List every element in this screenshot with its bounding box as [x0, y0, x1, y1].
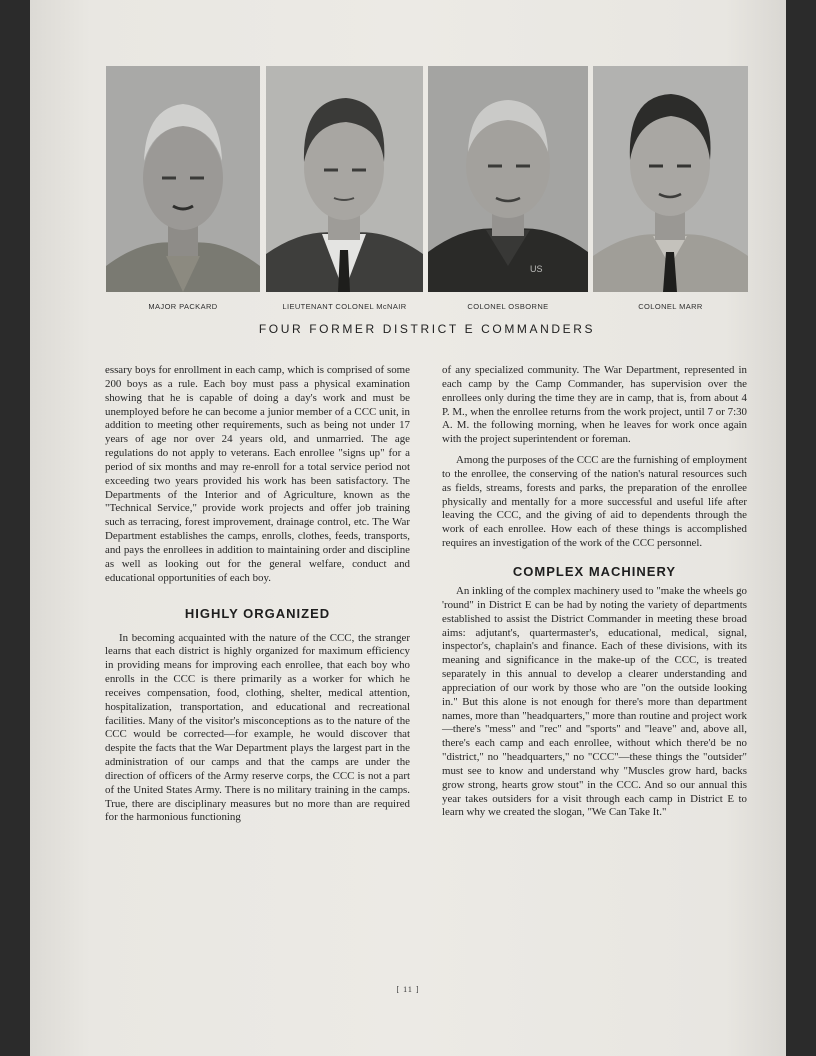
- section-heading: HIGHLY ORGANIZED: [184, 605, 331, 621]
- portrait-photo: [593, 66, 748, 292]
- right-column: [442, 364, 747, 820]
- body-paragraph: of any specialized community. The War Department, represented in each camp by the Camp Commander, has supervision over the enrollees only during the time they are in camp, that is, from about 4 P. M., when the enrollee returns from the work project, until 7 or 7:30 A. M. the following morning, when he leaves for work once again with the project superintendent or foreman.: [442, 364, 747, 446]
- portrait-photo: [266, 66, 423, 292]
- portrait-photo: [428, 66, 588, 292]
- body-paragraph: essary boys for enrollment in each camp, which is comprised of some 200 boys as a rule. Each boy must pass a physical examination showing that he is capable of doing a day's work and must be unemployed before he can become a junior member of a CCC unit, in addition to meeting other requirements, such as being not under 17 years of age nor over 24 years old, and unmarried. The age regulations do not apply to veterans. Each enrollee "signs up" for a period of six months and may re-enroll for a total service period not exceeding two years provided his work has been satisfactory. The Departments of the Interior and of Agriculture, known as the "Technical Service," provide work projects and offer job training such as terracing, forest improvement, drainage control, etc. The War Department establishes the camps, enrolls, clothes, feeds, transports, and pays the enrollees in addition to maintaining order and discipline as well as looking out for the general welfare, conduct and educational opportunities of each boy.: [105, 364, 410, 584]
- portrait-caption: MAJOR PACKARD: [148, 302, 218, 311]
- portrait-row: [106, 66, 748, 292]
- portrait-caption: COLONEL OSBORNE: [467, 302, 549, 311]
- body-paragraph: Among the purposes of the CCC are the furnishing of employment to the enrollee, the conserving of the nation's natural resources such as fields, streams, forests and parks, the preparation of the enrollee physically and mentally for a more successful and useful life after leaving the CCC, and the giving of aid to dependents through the work of each enrollee. How each of these things is accomplished requires an investigation of the work of the CCC personnel.: [442, 454, 747, 550]
- portrait-photo: [428, 66, 588, 292]
- section-heading: COMPLEX MACHINERY: [512, 563, 677, 579]
- annual-page: [30, 0, 786, 1056]
- portrait-photo: [106, 66, 260, 292]
- portrait-caption: LIEUTENANT COLONEL McNAIR: [282, 302, 407, 311]
- page-number: [ 11 ]: [396, 985, 420, 994]
- svg-text:US: US: [530, 264, 543, 274]
- body-paragraph: An inkling of the complex machinery used to "make the wheels go 'round" in District E can be had by noting the variety of departments established to assist the District Commander in meeting these broad aims: adjutant's, quartermaster's, educational, medical, signal, inspector's, chaplain's and finance. Each of these divisions, with its meaning and significance in the make-up of the CCC, is treated separately in this annual to develop a clearer understanding and appreciation of our work by those who are "on the outside looking in." But this alone is not enough for there's more than department names, more than "headquarters," more than routine and project work—there's "mess" and "rec" and "sports" and "leave" and, above all, there's each camp and each enrollee, without which there'd be no "district," no "headquarters," no "CCC"—these things the "outsider" must see to know and understand why "Muscles grow hard, backs grow strong, hearts grow stout" in the CCC. And so our annual this year takes outsiders for a visit through each camp in District E to learn why we created the slogan, "We Can Take It.": [442, 584, 747, 819]
- portrait-caption: COLONEL MARR: [638, 302, 703, 311]
- left-column: [105, 364, 410, 825]
- portrait-photo: [593, 66, 748, 292]
- body-paragraph: In becoming acquainted with the nature of the CCC, the stranger learns that each district is highly organized for maximum efficiency in providing means for improving each enrollee, that each boy who enrolls in the CCC is there primarily as a worker for which he receives compensation, food, clothing, shelter, medical attention, hospitalization, transportation, and educational and recreational facilities. Many of the visitor's misconceptions as to the nature of the CCC would be corrected—for example, he would discover that despite the facts that the War Department plays the largest part in the administration of our camps and that the camps are under the direction of officers of the Army reserve corps, the CCC is not a part of the United States Army. There is no military training in the camps. True, there are disciplinary measures but no more than are required for the harmonious functioning: [105, 631, 410, 824]
- portrait-photo: [106, 66, 260, 292]
- portrait-photo: [266, 66, 423, 292]
- page-title: FOUR FORMER DISTRICT E COMMANDERS: [258, 322, 596, 336]
